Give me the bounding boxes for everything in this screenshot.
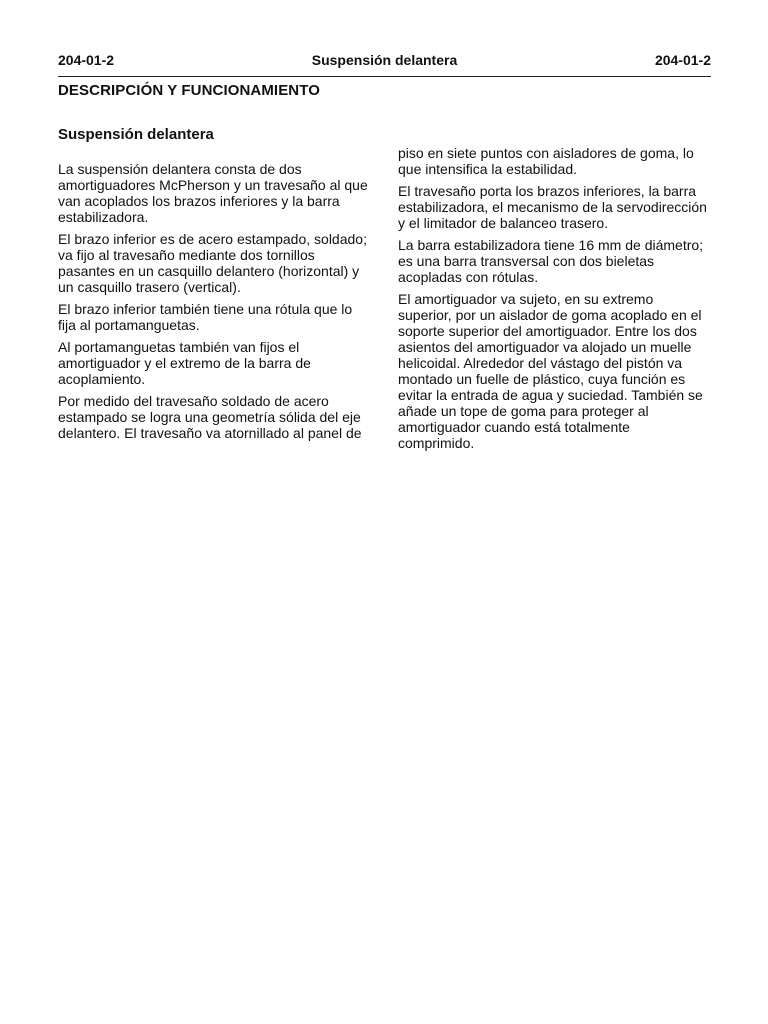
paragraph: El brazo inferior es de acero estampado, soldado; va fijo al travesaño mediante dos tornillos pasantes en un casquillo delantero (horizontal) y un casquillo trasero (vertical). xyxy=(58,231,367,295)
paragraph: El brazo inferior también tiene una rótula que lo fija al portamanguetas. xyxy=(58,301,353,333)
paragraph: piso en siete puntos con aisladores de goma, lo que intensifica la estabilidad. xyxy=(398,145,694,177)
header-title: Suspensión delantera xyxy=(311,52,458,68)
paragraph: La barra estabilizadora tiene 16 mm de diámetro; es una barra transversal con dos bieletas acopladas con rótulas. xyxy=(398,237,704,285)
page-header xyxy=(58,52,711,72)
header-page-code-left: 204-01-2 xyxy=(58,52,115,68)
paragraph: Por medido del travesaño soldado de acero estampado se logra una geometría sólida del eje delantero. El travesaño va atornillado al panel de xyxy=(58,393,362,441)
header-page-code-right: 204-01-2 xyxy=(654,52,711,68)
paragraph: Al portamanguetas también van fijos el amortiguador y el extremo de la barra de acoplamiento. xyxy=(58,339,311,387)
right-column xyxy=(398,145,710,457)
paragraph: El travesaño porta los brazos inferiores, la barra estabilizadora, el mecanismo de la servodirección y el limitador de balanceo trasero. xyxy=(398,183,707,231)
section-title: DESCRIPCIÓN Y FUNCIONAMIENTO xyxy=(58,82,320,99)
paragraph: El amortiguador va sujeto, en su extremo superior, por un aislador de goma acoplado en el soporte superior del amortiguador. Entre los dos asientos del amortiguador va alojado un muelle helicoidal. Alrededor del vástago del pistón va montado un fuelle de plástico, cuya función es evitar la entrada de agua y suciedad. También se añade un tope de goma para proteger al amortiguador cuando está totalmente comprimido. xyxy=(398,291,703,451)
left-column xyxy=(58,126,370,447)
paragraph: La suspensión delantera consta de dos amortiguadores McPherson y un travesaño al que van acoplados los brazos inferiores y la barra estabilizadora. xyxy=(58,161,368,225)
subheading: Suspensión delantera xyxy=(58,126,214,143)
header-divider xyxy=(58,76,711,77)
